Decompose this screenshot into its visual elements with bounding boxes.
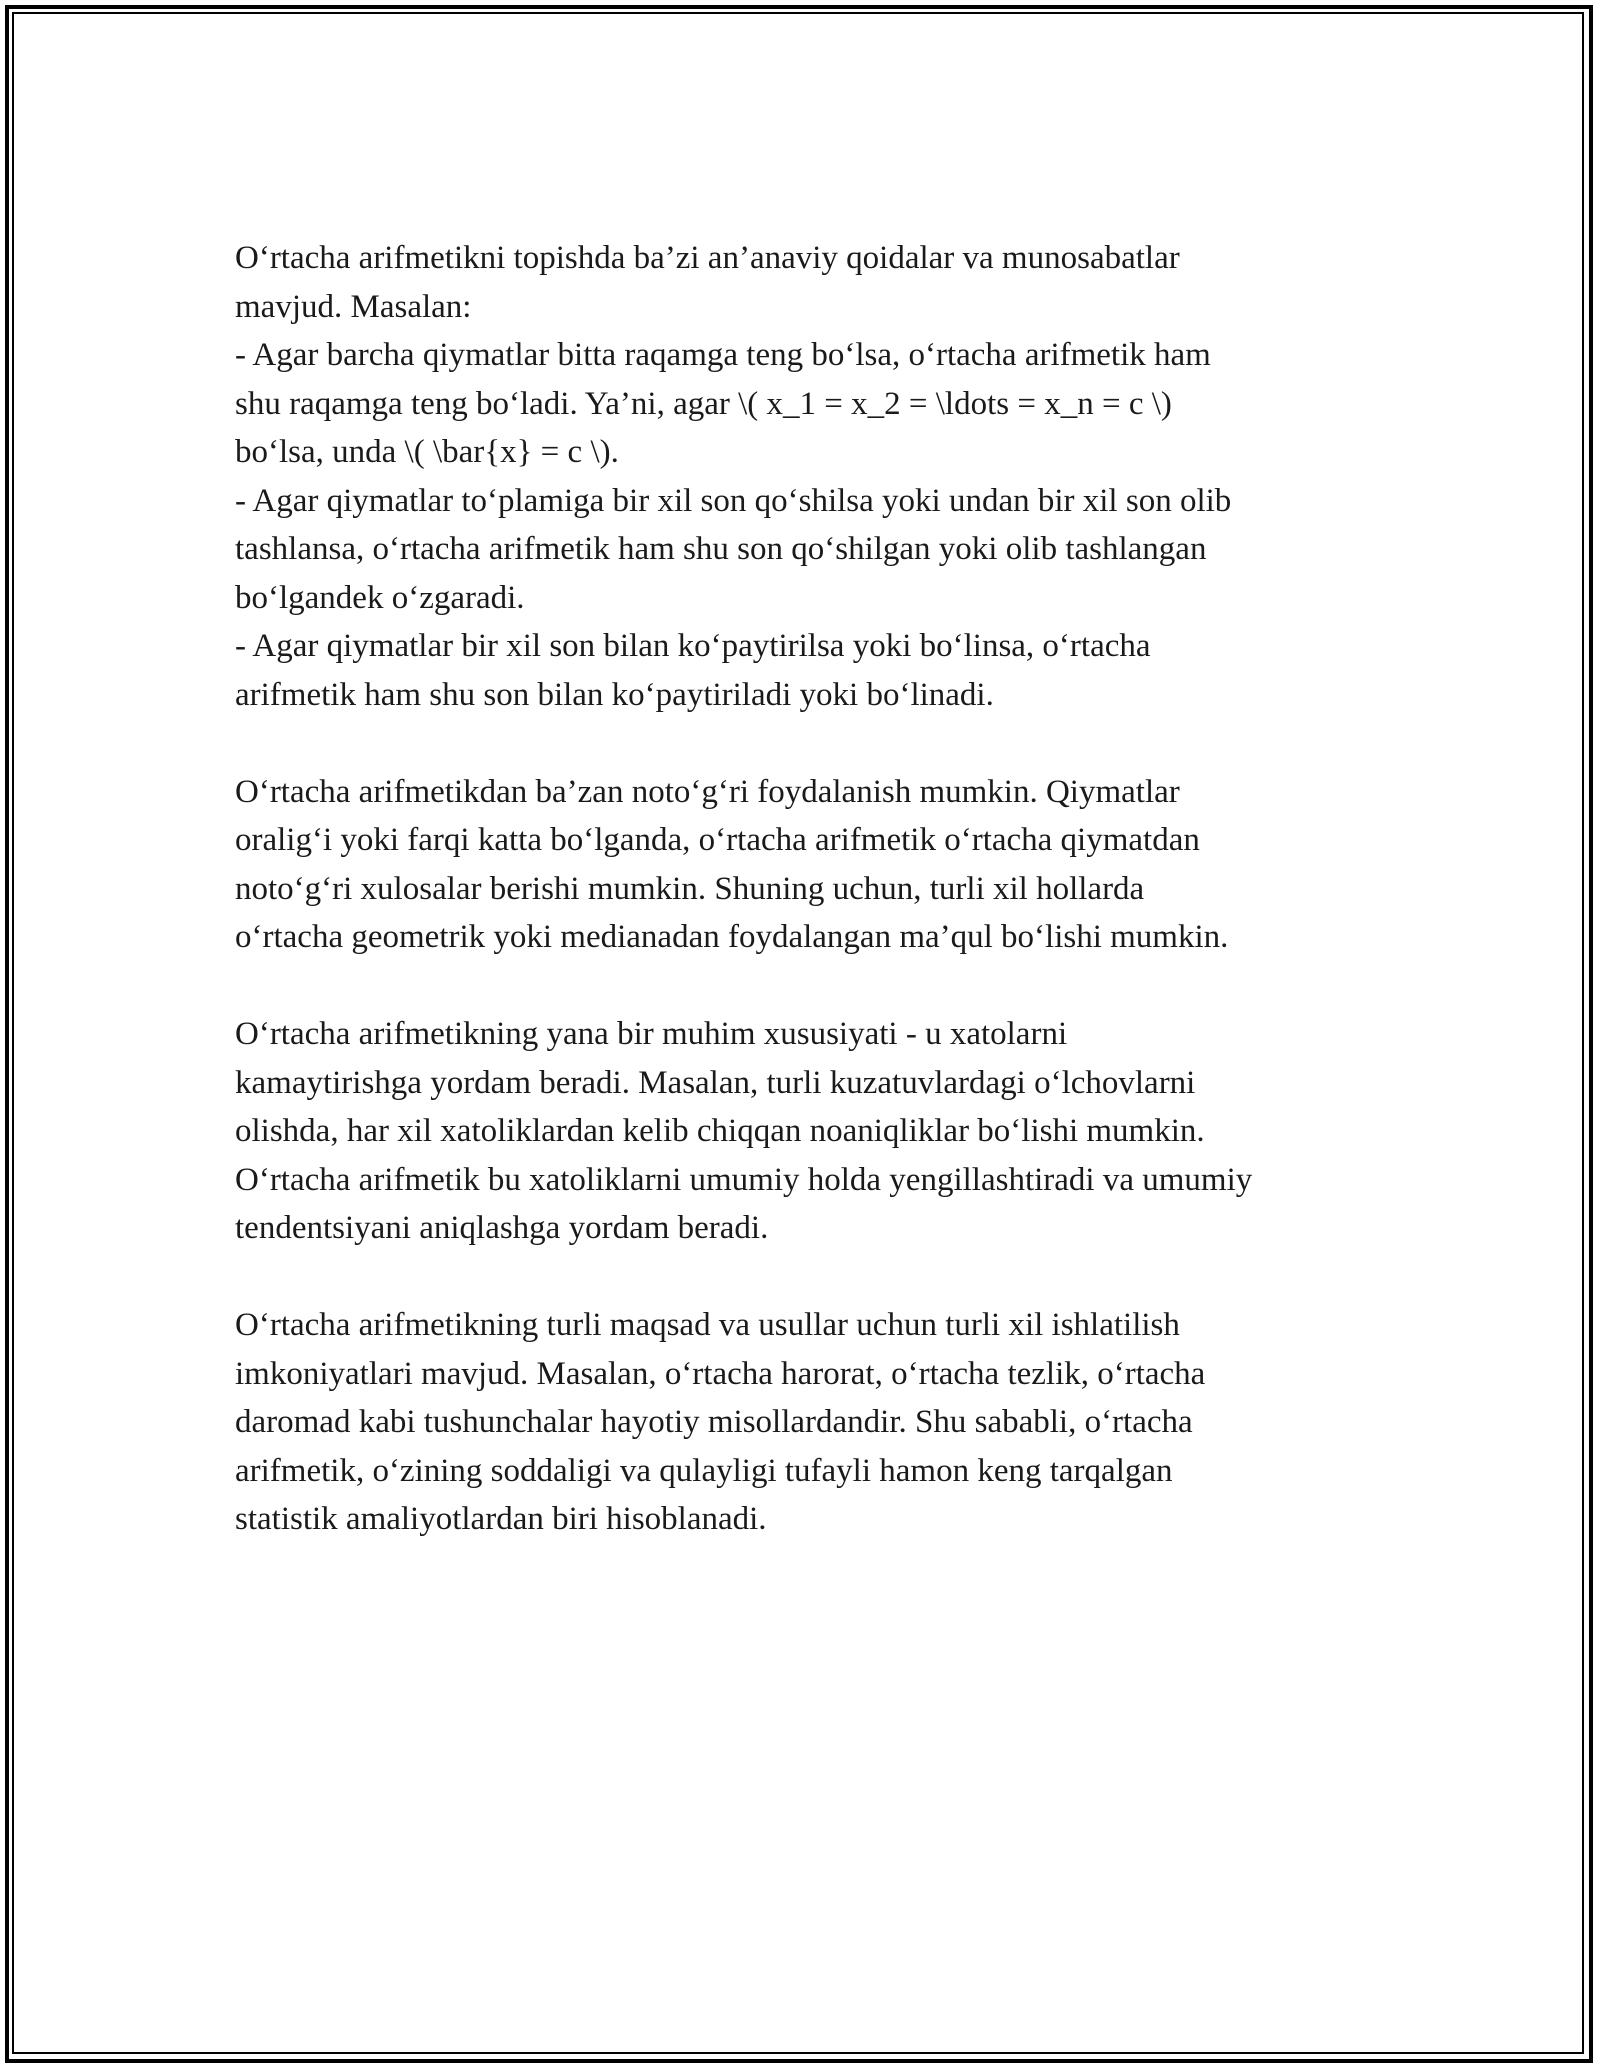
text-line: imkoniyatlari mavjud. Masalan, o‘rtacha harorat, o‘rtacha tezlik, o‘rtacha <box>235 1355 1206 1392</box>
text-line: mavjud. Masalan: <box>235 288 472 325</box>
text-line: tashlansa, o‘rtacha arifmetik ham shu son qo‘shilgan yoki olib tashlangan <box>235 531 1207 567</box>
text-line: daromad kabi tushunchalar hayotiy misollardandir. Shu sababli, o‘rtacha <box>235 1404 1193 1440</box>
text-line: O‘rtacha arifmetikni topishda ba’zi an’anaviy qoidalar va munosabatlar <box>235 240 1180 276</box>
text-line: bo‘lgandek o‘zgaradi. <box>235 579 525 616</box>
document-body <box>235 234 1385 1544</box>
text-line: noto‘g‘ri xulosalar berishi mumkin. Shuning uchun, turli xil hollarda <box>235 870 1145 907</box>
text-line: kamaytirishga yordam beradi. Masalan, turli kuzatuvlardagi o‘lchovlarni <box>235 1064 1196 1101</box>
paragraph-spacer <box>235 1253 1385 1302</box>
text-line: O‘rtacha arifmetikdan ba’zan noto‘g‘ri foydalanish mumkin. Qiymatlar <box>235 773 1180 810</box>
text-line: arifmetik, o‘zining soddaligi va qulayligi tufayli hamon keng tarqalgan <box>235 1452 1173 1489</box>
text-line: - Agar barcha qiymatlar bitta raqamga teng bo‘lsa, o‘rtacha arifmetik ham <box>235 337 1211 373</box>
paragraph-4 <box>235 1301 1385 1544</box>
text-line: o‘rtacha geometrik yoki medianadan foydalangan ma’qul bo‘lishi mumkin. <box>235 919 1229 955</box>
text-line: O‘rtacha arifmetik bu xatoliklarni umumiy holda yengillashtiradi va umumiy <box>235 1161 1253 1198</box>
text-line: arifmetik ham shu son bilan ko‘paytiriladi yoki bo‘linadi. <box>235 676 994 713</box>
paragraph-3 <box>235 1010 1385 1253</box>
text-line: tendentsiyani aniqlashga yordam beradi. <box>235 1210 769 1246</box>
paragraph-1 <box>235 234 1385 719</box>
text-line: - Agar qiymatlar to‘plamiga bir xil son qo‘shilsa yoki undan bir xil son olib <box>235 482 1232 519</box>
paragraph-2 <box>235 768 1385 962</box>
paragraph-spacer <box>235 719 1385 768</box>
paragraph-spacer <box>235 962 1385 1011</box>
text-line: - Agar qiymatlar bir xil son bilan ko‘paytirilsa yoki bo‘linsa, o‘rtacha <box>235 628 1151 664</box>
text-line: oralig‘i yoki farqi katta bo‘lganda, o‘rtacha arifmetik o‘rtacha qiymatdan <box>235 822 1200 858</box>
text-line: O‘rtacha arifmetikning turli maqsad va usullar uchun turli xil ishlatilish <box>235 1307 1180 1343</box>
text-line: O‘rtacha arifmetikning yana bir muhim xususiyati - u xatolarni <box>235 1016 1068 1052</box>
text-line: shu raqamga teng bo‘ladi. Ya’ni, agar \( x_1 = x_2 = \ldots = x_n = c \) <box>235 385 1172 422</box>
text-line: statistik amaliyotlardan biri hisoblanadi. <box>235 1501 767 1537</box>
text-line: olishda, har xil xatoliklardan kelib chiqqan noaniqliklar bo‘lishi mumkin. <box>235 1113 1205 1149</box>
text-line: bo‘lsa, unda \( \bar{x} = c \). <box>235 434 619 470</box>
